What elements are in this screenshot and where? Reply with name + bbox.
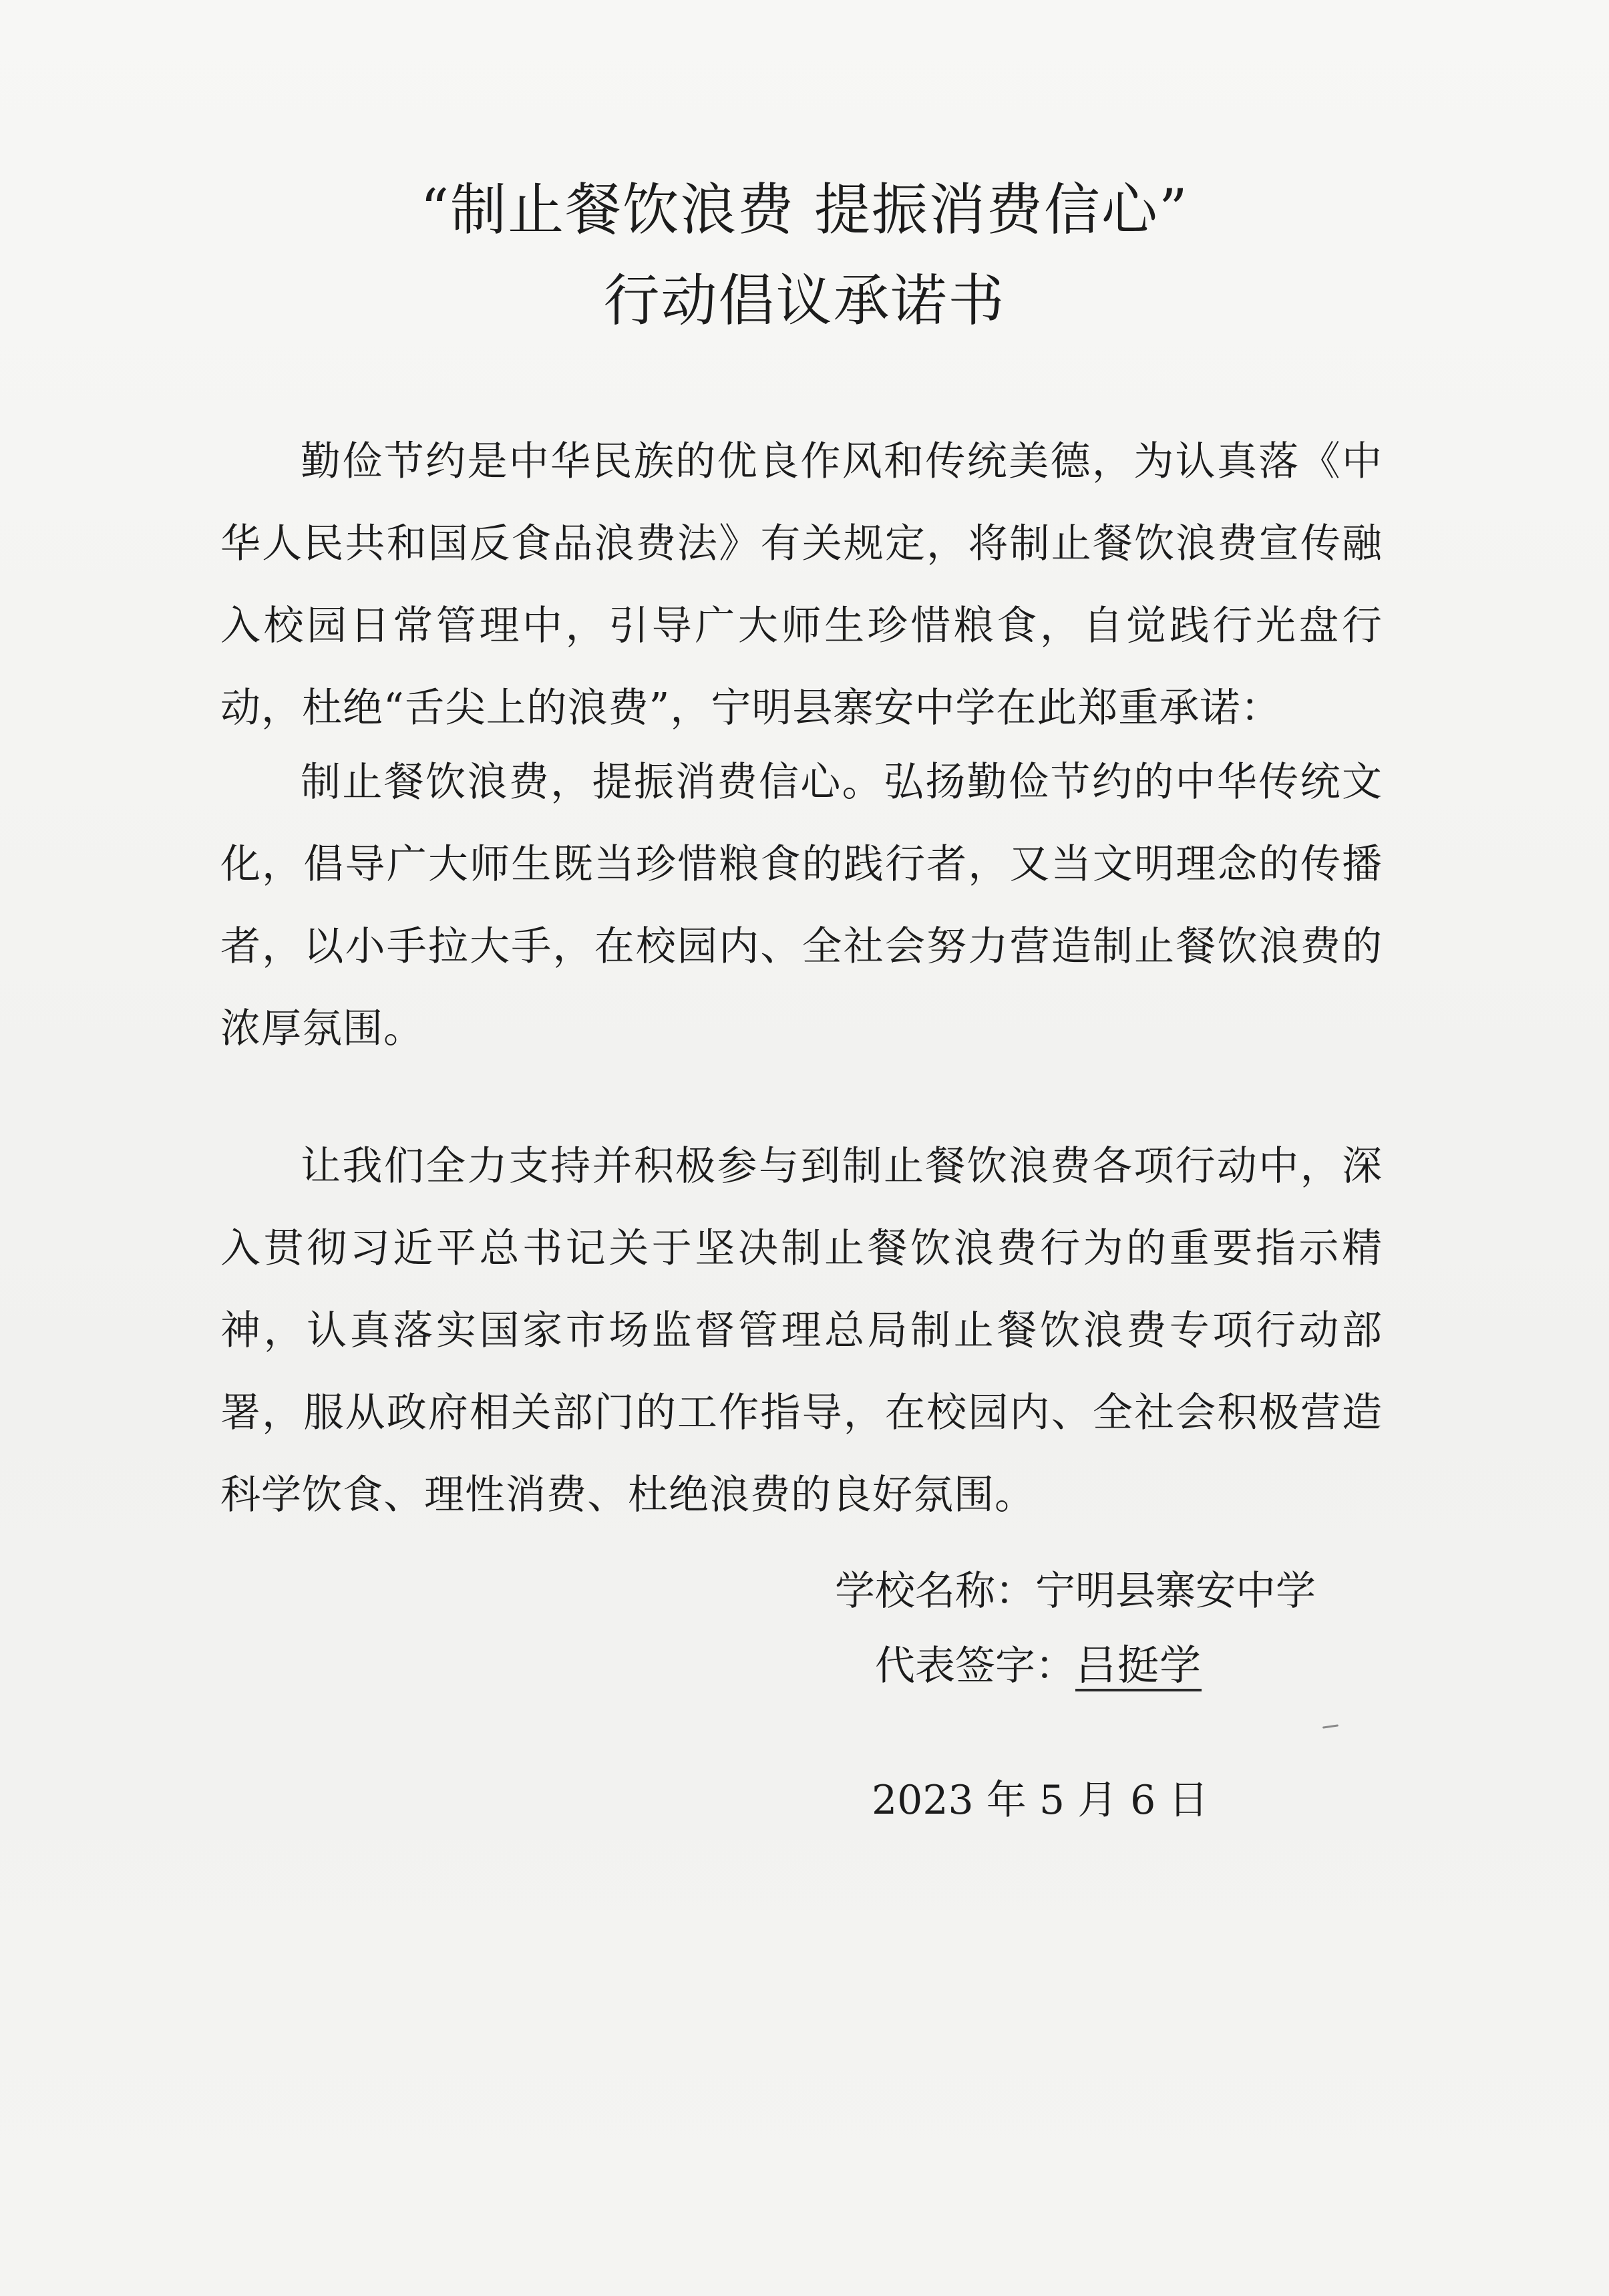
paragraph-call-to-action: 让我们全力支持并积极参与到制止餐饮浪费各项行动中，深入贯彻习近平总书记关于坚决制止餐饮浪费行为的重要指示精神，认真落实国家市场监督管理总局制止餐饮浪费专项行动部署，服从政府相关部门的工作指导，在校园内、全社会积极营造科学饮食、理性消费、杜绝浪费的良好氛围。 (220, 1143, 1383, 1518)
handwritten-signature: 吕挺学 (1075, 1645, 1202, 1691)
representative-signature-line (875, 1641, 1202, 1691)
school-name-line (835, 1568, 1316, 1615)
representative-label: 代表签字： (875, 1643, 1075, 1689)
paragraph-commitment: 制止餐饮浪费，提振消费信心。弘扬勤俭节约的中华传统文化，倡导广大师生既当珍惜粮食的践行者，又当文明理念的传播者，以小手拉大手，在校园内、全社会努力营造制止餐饮浪费的浓厚氛围。 (220, 759, 1383, 1052)
document-date: 2023 年 5 月 6 日 (872, 1777, 1209, 1824)
document-title-line2: 行动倡议承诺书 (603, 268, 1006, 333)
document-title-line1: “制止餐饮浪费 提振消费信心” (420, 177, 1189, 242)
school-name-value: 宁明县寨安中学 (1035, 1568, 1316, 1615)
school-name-label: 学校名称： (835, 1568, 1035, 1615)
paragraph-intro: 勤俭节约是中华民族的优良作风和传统美德，为认真落《中华人民共和国反食品浪费法》有关规定，将制止餐饮浪费宣传融入校园日常管理中，引导广大师生珍惜粮食，自觉践行光盘行动，杜绝“舌尖上的浪费”，宁明县寨安中学在此郑重承诺： (220, 438, 1383, 731)
paper-speck (1322, 1724, 1338, 1728)
